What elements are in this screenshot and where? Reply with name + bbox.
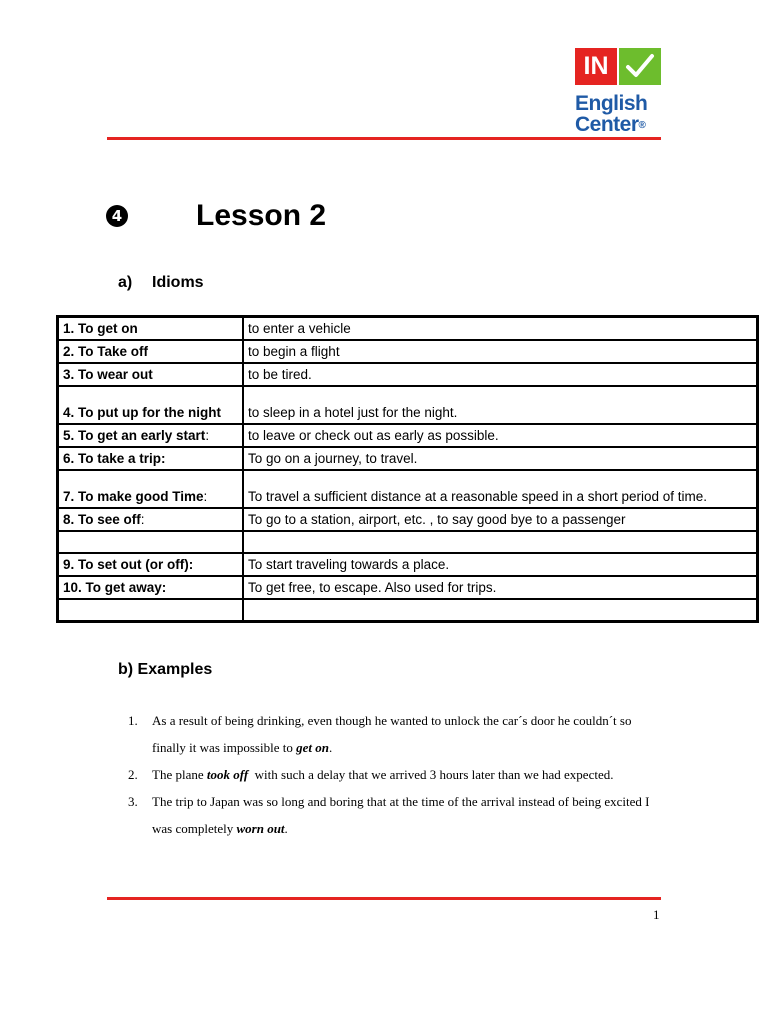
section-a-heading: [118, 274, 204, 292]
table-row: [58, 340, 757, 363]
idiom-term-colon: :: [203, 489, 208, 504]
table-row: [58, 553, 757, 576]
example-number: 3.: [128, 794, 138, 809]
example-text-before: As a result of being drinking, even though he wanted to unlock the car´s door he couldn´t so finally it was impossible to: [152, 713, 632, 755]
logo-line-center: [575, 114, 663, 136]
footer-divider: [107, 897, 661, 900]
idiom-term-text: 7. To make good Time: [63, 489, 204, 504]
example-idiom: took off: [206, 767, 249, 782]
idiom-term: [58, 508, 243, 531]
registered-mark: ®: [638, 119, 646, 131]
page-number: 1: [653, 907, 660, 922]
example-text-before: The plane: [152, 767, 207, 782]
idiom-term-text: 8. To see off: [63, 512, 141, 527]
in-english-center-logo: [575, 48, 663, 138]
idiom-definition: to enter a vehicle: [243, 317, 757, 340]
idiom-term: 10. To get away:: [58, 576, 243, 599]
table-row: [58, 531, 757, 553]
table-row: [58, 576, 757, 599]
header-divider: [107, 137, 661, 140]
idiom-definition: To go on a journey, to travel.: [243, 447, 757, 470]
example-text: [152, 788, 663, 842]
idiom-definition: To get free, to escape. Also used for trips.: [243, 576, 757, 599]
table-row: [58, 363, 757, 386]
idiom-term: [58, 599, 243, 621]
idiom-term-text: 5. To get an early start: [63, 428, 206, 443]
list-item: [118, 788, 663, 842]
idiom-term-colon: :: [205, 428, 210, 443]
table-row: [58, 386, 757, 424]
example-number: 1.: [128, 713, 138, 728]
example-text-after: with such a delay that we arrived 3 hours later than we had expected.: [248, 767, 614, 782]
logo-badge: [575, 48, 663, 85]
lesson-number-badge: 4: [106, 205, 128, 227]
examples-list: [118, 707, 663, 842]
section-a-title: Idioms: [152, 274, 204, 291]
idiom-term: 3. To wear out: [58, 363, 243, 386]
idiom-term: [58, 470, 243, 508]
idiom-term: [58, 531, 243, 553]
idiom-definition: to begin a flight: [243, 340, 757, 363]
idiom-definition: [243, 531, 757, 553]
lesson-title: Lesson 2: [196, 199, 327, 232]
idiom-term: 9. To set out (or off):: [58, 553, 243, 576]
table-row: [58, 317, 757, 340]
idiom-term-colon: :: [140, 512, 145, 527]
example-text-before: The trip to Japan was so long and boring that at the time of the arrival instead of being excited I was completely: [152, 794, 650, 836]
idiom-definition: to sleep in a hotel just for the night.: [243, 386, 757, 424]
checkmark-icon: [619, 48, 661, 85]
logo-center-text: Center: [575, 113, 639, 136]
idiom-definition: to be tired.: [243, 363, 757, 386]
logo-line-english: English: [575, 92, 648, 115]
table-row: [58, 447, 757, 470]
idioms-table: [56, 315, 759, 623]
logo-in-text: IN: [575, 48, 617, 85]
example-text: [152, 707, 663, 761]
example-text: [152, 761, 663, 788]
example-idiom: worn out: [236, 821, 285, 836]
example-number: 2.: [128, 767, 138, 782]
idiom-definition: To go to a station, airport, etc. , to say good bye to a passenger: [243, 508, 757, 531]
idiom-definition: to leave or check out as early as possible.: [243, 424, 757, 447]
idiom-definition: To travel a sufficient distance at a reasonable speed in a short period of time.: [243, 470, 757, 508]
table-row: [58, 424, 757, 447]
idiom-term: 6. To take a trip:: [58, 447, 243, 470]
table-row: [58, 599, 757, 621]
section-a-letter: a): [118, 274, 133, 291]
table-row: [58, 508, 757, 531]
idiom-term: 1. To get on: [58, 317, 243, 340]
idiom-term: 4. To put up for the night: [58, 386, 243, 424]
idiom-definition: To start traveling towards a place.: [243, 553, 757, 576]
lesson-heading: [106, 196, 327, 236]
example-text-after: .: [328, 740, 333, 755]
idiom-term: 2. To Take off: [58, 340, 243, 363]
section-b-heading: b) Examples: [118, 661, 213, 678]
idiom-term: [58, 424, 243, 447]
logo-wordmark: [575, 93, 663, 136]
table-row: [58, 470, 757, 508]
idiom-definition: [243, 599, 757, 621]
list-item: [118, 761, 663, 788]
example-idiom: get on: [296, 740, 329, 755]
example-text-after: .: [284, 821, 288, 836]
list-item: [118, 707, 663, 761]
